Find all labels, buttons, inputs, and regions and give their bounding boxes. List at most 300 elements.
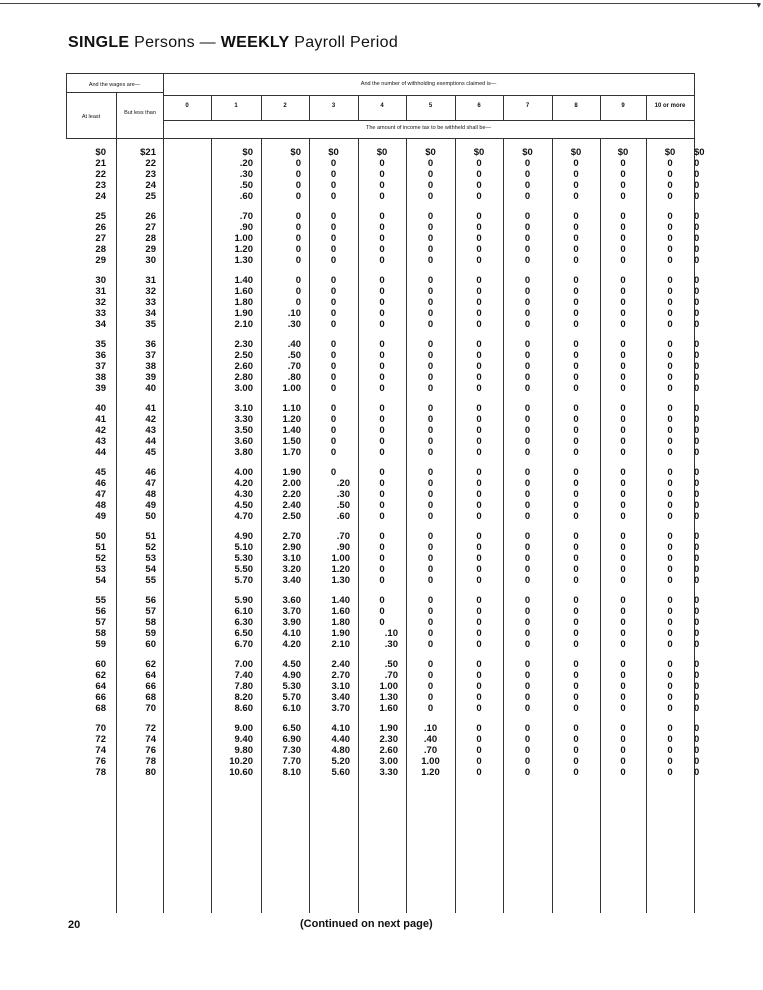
tax-cell: 0 (427, 531, 434, 542)
tax-cell: 0 (330, 233, 337, 245)
tax-cell: 0 (573, 286, 579, 298)
tax-cell: 0 (379, 319, 385, 331)
tax-cell: 0 (524, 531, 531, 542)
tax-cell: 0 (379, 350, 385, 362)
tax-cell: 0 (379, 361, 385, 373)
tax-cell: 2.70 (331, 670, 350, 682)
tax-cell: 0 (379, 478, 385, 490)
tax-cell: 0 (620, 659, 626, 670)
tax-cell: .30 (384, 639, 398, 651)
tax-cell: 0 (427, 681, 434, 693)
but-less-than-cell: 37 (145, 350, 156, 362)
tax-cell: 0 (573, 436, 579, 448)
title-weekly: WEEKLY (220, 34, 290, 51)
tax-cell: 0 (573, 425, 579, 437)
tax-cell: 0 (524, 275, 531, 286)
tax-cell: 0 (667, 767, 673, 779)
tax-cell: 4.70 (234, 511, 253, 523)
tax-cell: 0 (476, 319, 482, 331)
tax-cell: 0 (667, 211, 673, 222)
tax-cell: 0 (295, 222, 301, 234)
tax-cell: 0 (694, 542, 700, 554)
tax-cell: 0 (524, 734, 531, 746)
tax-cell: 0 (330, 350, 337, 362)
tax-cell: 0 (694, 478, 700, 490)
tax-cell: 0 (620, 628, 626, 640)
tax-cell: 0 (524, 255, 531, 267)
but-less-than-cell: 58 (145, 617, 156, 629)
tax-cell: 3.10 (282, 553, 301, 565)
tax-cell: 5.70 (234, 575, 253, 587)
tax-cell: 0 (573, 350, 579, 362)
at-least-cell: 55 (95, 595, 106, 606)
tax-cell: 0 (694, 372, 700, 384)
tax-cell: 0 (330, 339, 337, 350)
tax-cell: 0 (524, 180, 531, 192)
but-less-than-cell: 45 (145, 447, 156, 459)
tax-cell: 2.60 (234, 361, 253, 373)
tax-cell: 0 (667, 575, 673, 587)
tax-cell: 2.70 (282, 531, 301, 542)
tax-cell: 0 (427, 414, 434, 426)
column-rule (455, 95, 456, 120)
tax-cell: 5.90 (234, 595, 253, 606)
tax-cell: 0 (694, 275, 700, 286)
tax-cell: 0 (667, 308, 673, 320)
tax-cell: 0 (476, 767, 482, 779)
tax-cell: 0 (427, 489, 434, 501)
tax-cell: 0 (330, 403, 337, 414)
tax-cell: 0 (620, 617, 626, 629)
exemption-column-7: 7 (525, 103, 530, 109)
tax-cell: 0 (620, 606, 626, 618)
at-least-cell: 49 (95, 511, 106, 523)
tax-cell: 0 (524, 681, 531, 693)
column-rule (406, 95, 407, 120)
tax-cell: 1.40 (282, 425, 301, 437)
tax-cell: 0 (524, 628, 531, 640)
table-top-rule (66, 73, 694, 74)
tax-cell: 0 (476, 617, 482, 629)
tax-cell: 9.00 (234, 723, 253, 734)
tax-cell: 1.60 (379, 703, 398, 715)
tax-cell: 0 (694, 339, 700, 350)
at-least-cell: 38 (95, 372, 106, 384)
tax-cell: 1.40 (331, 595, 350, 606)
at-least-cell: 41 (95, 414, 106, 426)
tax-cell: 0 (295, 286, 301, 298)
tax-cell: 0 (620, 180, 626, 192)
at-least-cell: 31 (95, 286, 106, 298)
tax-cell: 0 (694, 639, 700, 651)
at-least-cell: 39 (95, 383, 106, 395)
at-least-cell: 46 (95, 478, 106, 490)
tax-cell: 0 (573, 169, 579, 181)
tax-cell: 0 (667, 233, 673, 245)
tax-cell: 1.80 (234, 297, 253, 309)
tax-cell: 0 (694, 447, 700, 459)
tax-cell: 0 (379, 414, 385, 426)
tax-cell: 0 (476, 233, 482, 245)
tax-cell: .60 (336, 511, 350, 523)
tax-cell: 0 (620, 511, 626, 523)
tax-cell: 0 (379, 531, 385, 542)
tax-cell: 0 (476, 575, 482, 587)
at-least-cell: 45 (95, 467, 106, 478)
tax-cell: 0 (427, 447, 434, 459)
tax-cell: 0 (476, 372, 482, 384)
tax-cell: $0 (242, 147, 253, 158)
continued-note: (Continued on next page) (300, 918, 433, 930)
tax-cell: 1.90 (331, 628, 350, 640)
tax-cell: 0 (573, 542, 579, 554)
tax-cell: 0 (379, 308, 385, 320)
at-least-cell: 32 (95, 297, 106, 309)
tax-cell: 0 (667, 297, 673, 309)
tax-cell: 0 (476, 169, 482, 181)
at-least-cell: 48 (95, 500, 106, 512)
tax-cell: 0 (667, 500, 673, 512)
tax-cell: 0 (476, 180, 482, 192)
tax-cell: 0 (524, 553, 531, 565)
tax-cell: 0 (379, 542, 385, 554)
tax-cell: 0 (573, 595, 579, 606)
tax-cell: 0 (524, 756, 531, 768)
but-less-than-header: But less than (124, 110, 156, 116)
tax-cell: 0 (524, 575, 531, 587)
tax-cell: 0 (330, 191, 337, 203)
tax-cell: 4.20 (234, 478, 253, 490)
tax-cell: 0 (476, 639, 482, 651)
tax-cell: 4.10 (331, 723, 350, 734)
but-less-than-cell: 41 (145, 403, 156, 414)
tax-cell: 0 (667, 723, 673, 734)
but-less-than-cell: 39 (145, 372, 156, 384)
tax-cell: 0 (330, 319, 337, 331)
tax-cell: 1.10 (282, 403, 301, 414)
tax-cell: 0 (427, 350, 434, 362)
tax-cell: 0 (620, 703, 626, 715)
tax-cell: 0 (694, 670, 700, 682)
tax-cell: 8.60 (234, 703, 253, 715)
but-less-than-cell: 40 (145, 383, 156, 395)
tax-cell: .10 (423, 723, 438, 734)
tax-cell: 0 (427, 564, 434, 576)
tax-cell: 6.50 (234, 628, 253, 640)
tax-cell: 0 (620, 286, 626, 298)
tax-cell: 0 (694, 297, 700, 309)
tax-cell: 0 (524, 447, 531, 459)
tax-cell: 7.40 (234, 670, 253, 682)
at-least-cell: 28 (95, 244, 106, 256)
at-least-cell: 21 (95, 158, 106, 170)
tax-cell: 0 (694, 244, 700, 256)
tax-cell: 0 (476, 564, 482, 576)
tax-cell: .20 (239, 158, 253, 170)
tax-cell: 0 (694, 425, 700, 437)
but-less-than-cell: 56 (145, 595, 156, 606)
tax-cell: 0 (476, 222, 482, 234)
tax-cell: 5.30 (282, 681, 301, 693)
column-rule (309, 95, 310, 120)
column-rule (646, 95, 647, 120)
tax-cell: 0 (694, 681, 700, 693)
title-payroll-period: Payroll Period (294, 34, 399, 51)
tax-cell: 4.30 (234, 489, 253, 501)
tax-cell: 0 (476, 297, 482, 309)
tax-cell: 0 (620, 308, 626, 320)
tax-cell: 0 (476, 211, 482, 222)
tax-cell: 0 (667, 339, 673, 350)
tax-cell: 0 (620, 372, 626, 384)
tax-cell: 0 (620, 767, 626, 779)
but-less-than-cell: 64 (145, 670, 156, 682)
tax-cell: 3.00 (379, 756, 398, 768)
but-less-than-cell: 80 (145, 767, 156, 779)
tax-cell: 0 (427, 275, 434, 286)
tax-cell: 0 (427, 308, 434, 320)
tax-cell: $0 (290, 147, 301, 158)
tax-cell: 3.60 (234, 436, 253, 448)
at-least-cell: 47 (95, 489, 106, 501)
tax-cell: 0 (620, 756, 626, 768)
tax-cell: 6.70 (234, 639, 253, 651)
but-less-than-cell: 27 (145, 222, 156, 234)
tax-cell: 0 (667, 478, 673, 490)
tax-cell: 0 (427, 606, 434, 618)
tax-cell: 0 (667, 489, 673, 501)
tax-cell: 0 (667, 756, 673, 768)
tax-cell: 0 (573, 575, 579, 587)
tax-cell: 0 (620, 255, 626, 267)
tax-cell: 0 (573, 361, 579, 373)
tax-cell: 0 (427, 339, 434, 350)
tax-cell: 0 (524, 511, 531, 523)
tax-cell: 0 (667, 659, 673, 670)
at-least-cell: 66 (95, 692, 106, 704)
tax-cell: 0 (427, 158, 434, 170)
tax-cell: .90 (336, 542, 350, 554)
tax-cell: 0 (427, 169, 434, 181)
tax-cell: $0 (617, 147, 629, 158)
tax-cell: $0 (328, 147, 339, 158)
tax-cell: 0 (524, 542, 531, 554)
exemption-column-0: 0 (185, 103, 189, 109)
tax-cell: 0 (620, 414, 626, 426)
tax-cell: 0 (330, 372, 337, 384)
tax-cell: 1.00 (282, 383, 301, 395)
tax-cell: 0 (524, 670, 531, 682)
tax-cell: 0 (379, 158, 385, 170)
tax-cell: 0 (667, 447, 673, 459)
tax-cell: 0 (379, 339, 385, 350)
tax-cell: 0 (667, 628, 673, 640)
tax-cell: 0 (694, 414, 700, 426)
tax-cell: 0 (620, 447, 626, 459)
tax-cell: 3.30 (234, 414, 253, 426)
column-rule (503, 95, 504, 120)
tax-cell: 0 (295, 255, 301, 267)
tax-cell: 3.40 (331, 692, 350, 704)
tax-cell: 0 (573, 531, 579, 542)
tax-cell: 1.00 (331, 553, 350, 565)
tax-cell: 0 (427, 575, 434, 587)
tax-cell: 0 (694, 617, 700, 629)
tax-cell: $0 (473, 147, 485, 158)
but-less-than-cell: 29 (145, 244, 156, 256)
tax-cell: 0 (379, 211, 385, 222)
tax-cell: 0 (620, 191, 626, 203)
tax-cell: 1.90 (234, 308, 253, 320)
tax-cell: 2.30 (379, 734, 398, 746)
at-least-cell: 23 (95, 180, 106, 192)
tax-cell: 0 (476, 158, 482, 170)
tax-cell: 0 (524, 617, 531, 629)
tax-cell: 0 (694, 734, 700, 746)
tax-cell: 0 (667, 361, 673, 373)
tax-cell: 0 (330, 180, 337, 192)
tax-cell: 0 (379, 169, 385, 181)
tax-cell: .30 (287, 319, 301, 331)
tax-cell: 0 (694, 511, 700, 523)
tax-cell: 0 (573, 703, 579, 715)
tax-cell: 0 (379, 191, 385, 203)
tax-cell: 0 (694, 659, 700, 670)
tax-cell: 0 (620, 467, 626, 478)
exemption-column-5: 5 (428, 103, 433, 109)
tax-cell: 0 (379, 436, 385, 448)
tax-cell: 0 (524, 425, 531, 437)
tax-cell: 3.10 (234, 403, 253, 414)
tax-cell: 0 (295, 233, 301, 245)
tax-cell: $0 (694, 147, 705, 158)
at-least-cell: 34 (95, 319, 106, 331)
tax-cell: 0 (427, 553, 434, 565)
tax-cell: 0 (620, 723, 626, 734)
tax-cell: 0 (694, 211, 700, 222)
corner-tick-mark: ▾ (756, 0, 761, 10)
tax-cell: 0 (379, 222, 385, 234)
tax-cell: 3.30 (379, 767, 398, 779)
tax-cell: 2.40 (282, 500, 301, 512)
column-number-rule (163, 120, 694, 121)
tax-cell: 0 (379, 500, 385, 512)
tax-cell: 0 (667, 425, 673, 437)
at-least-cell: 53 (95, 564, 106, 576)
tax-cell: 2.40 (331, 659, 350, 670)
tax-cell: 0 (667, 703, 673, 715)
tax-cell: 0 (379, 511, 385, 523)
at-least-cell: 30 (95, 275, 106, 286)
tax-cell: 0 (330, 297, 337, 309)
but-less-than-cell: 54 (145, 564, 156, 576)
tax-cell: 0 (427, 211, 434, 222)
tax-cell: 0 (524, 191, 531, 203)
tax-cell: 0 (694, 606, 700, 618)
tax-cell: 3.00 (234, 383, 253, 395)
tax-cell: 0 (573, 244, 579, 256)
tax-cell: 0 (573, 767, 579, 779)
but-less-than-cell: 30 (145, 255, 156, 267)
at-least-cell: $0 (95, 147, 106, 158)
tax-cell: 0 (330, 244, 337, 256)
tax-cell: 0 (379, 372, 385, 384)
tax-cell: 2.60 (379, 745, 398, 757)
tax-cell: 0 (524, 286, 531, 298)
exemption-column-10: 10 or more (654, 103, 686, 109)
tax-cell: 0 (295, 211, 301, 222)
tax-cell: 0 (620, 425, 626, 437)
column-rule (211, 95, 212, 120)
at-least-cell: 57 (95, 617, 106, 629)
tax-cell: 0 (620, 681, 626, 693)
but-less-than-cell: 22 (145, 158, 156, 170)
tax-cell: 0 (330, 425, 337, 437)
tax-cell: .50 (239, 180, 253, 192)
at-least-cell: 25 (95, 211, 106, 222)
tax-cell: 0 (476, 275, 482, 286)
tax-cell: 0 (620, 575, 626, 587)
tax-cell: 0 (667, 734, 673, 746)
tax-cell: .50 (384, 659, 398, 670)
at-least-cell: 35 (95, 339, 106, 350)
tax-cell: 0 (573, 233, 579, 245)
tax-cell: 3.60 (282, 595, 301, 606)
tax-cell: .80 (287, 372, 301, 384)
tax-cell: 1.20 (421, 767, 440, 779)
tax-cell: 1.20 (234, 244, 253, 256)
tax-cell: 0 (379, 595, 385, 606)
tax-cell: 0 (476, 308, 482, 320)
tax-cell: 0 (476, 531, 482, 542)
tax-cell: 0 (524, 500, 531, 512)
tax-cell: 0 (330, 255, 337, 267)
tax-cell: .20 (336, 478, 350, 490)
tax-cell: 0 (330, 308, 337, 320)
tax-cell: 0 (524, 339, 531, 350)
tax-cell: 0 (379, 606, 385, 618)
at-least-cell: 27 (95, 233, 106, 245)
exemption-column-1: 1 (234, 103, 238, 109)
tax-cell: 2.90 (282, 542, 301, 554)
tax-cell: 0 (573, 606, 579, 618)
tax-cell: 0 (476, 542, 482, 554)
tax-cell: 0 (524, 158, 531, 170)
tax-cell: 9.40 (234, 734, 253, 746)
tax-cell: 0 (620, 531, 626, 542)
tax-cell: 0 (295, 244, 301, 256)
tax-cell: 0 (379, 575, 385, 587)
but-less-than-cell: 53 (145, 553, 156, 565)
tax-cell: 0 (524, 703, 531, 715)
tax-cell: 0 (476, 500, 482, 512)
but-less-than-cell: 38 (145, 361, 156, 373)
at-least-cell: 58 (95, 628, 106, 640)
tax-cell: 0 (379, 447, 385, 459)
but-less-than-cell: 34 (145, 308, 156, 320)
tax-cell: 4.90 (234, 531, 253, 542)
tax-cell: 0 (379, 467, 385, 478)
tax-cell: 0 (573, 191, 579, 203)
exemptions-header-rule (163, 95, 694, 96)
tax-cell: 0 (476, 595, 482, 606)
tax-cell: 0 (573, 489, 579, 501)
at-least-cell: 54 (95, 575, 106, 587)
but-less-than-cell: 66 (145, 681, 156, 693)
tax-cell: 0 (524, 467, 531, 478)
tax-cell: 7.00 (234, 659, 253, 670)
exemption-column-9: 9 (621, 103, 625, 109)
